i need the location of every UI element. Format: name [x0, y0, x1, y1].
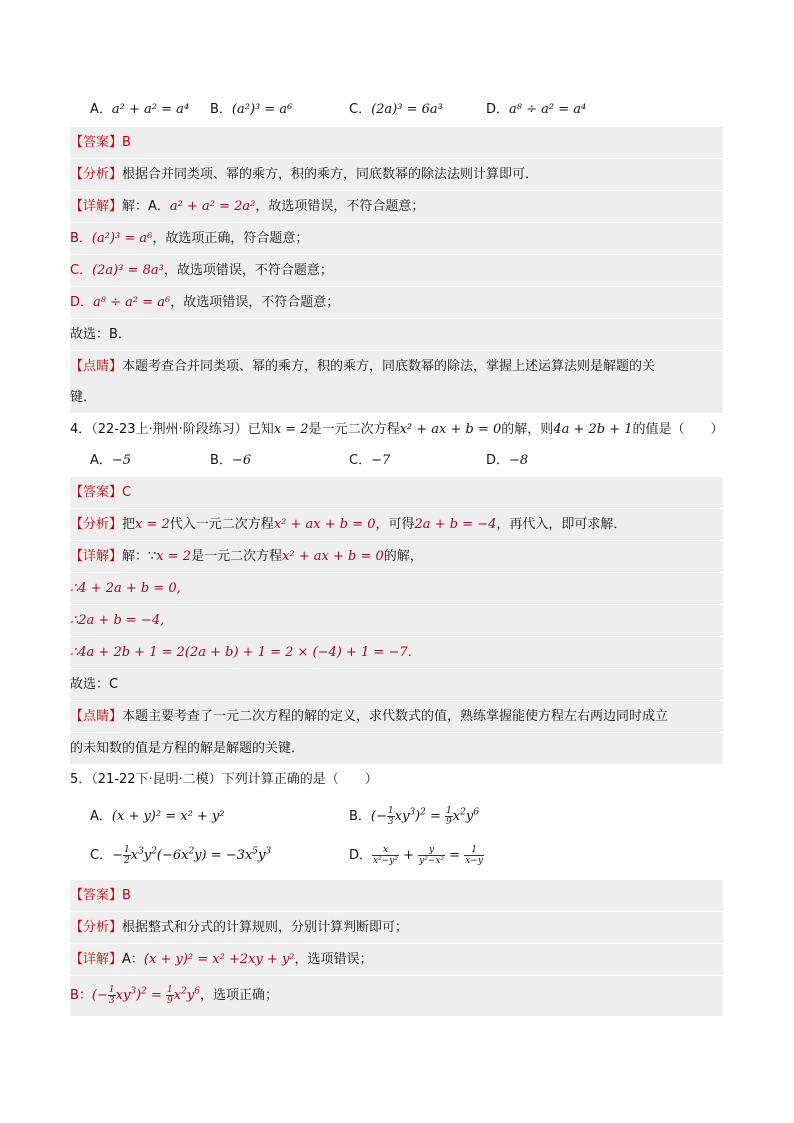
q4-comment-cont: 的未知数的值是方程的解是解题的关键．: [70, 733, 723, 764]
q5-options-row2: [70, 838, 723, 874]
q4-step2: ∴2a + b = −4,: [70, 605, 723, 636]
q4-step1: ∴4 + 2a + b = 0,: [70, 573, 723, 604]
q3-options: [70, 94, 723, 125]
q5-detail-b: B：(− $\frac{1}{3}$ $xy^3)^2$ = $\frac{1}{9}$ $x^2y^6$，选项正确；: [70, 976, 723, 1016]
q4-choose: 故选：C: [70, 669, 723, 700]
q5-detail-a: 【详解】A：(x + y)² = x² +2xy + y²，选项错误；: [70, 944, 723, 975]
q5-option-c: C．− $\frac{1}{2}$ $x^3y^2(-6x^2y) = -3x^5y^3$: [90, 845, 272, 866]
q3-choose: 故选：B．: [70, 319, 723, 350]
q3-detail-d: D．a⁸ ÷ a² = a⁶，故选项错误，不符合题意；: [70, 287, 723, 318]
q4-comment: 【点睛】本题主要考查了一元二次方程的解的定义，求代数式的值，熟练掌握能使方程左右两边同时成立: [70, 701, 723, 732]
q5-option-a: A．(x + y)² = x² + y²: [90, 809, 225, 824]
q3-comment: 【点睛】本题考查合并同类项、幂的乘方，积的乘方，同底数幂的除法，掌握上述运算法则是解题的关: [70, 351, 723, 382]
q4-detail: 【详解】解：∵x = 2是一元二次方程x² + ax + b = 0的解，: [70, 541, 723, 572]
q3-detail-a: 【详解】解：A．a² + a² = 2a²，故选项错误，不符合题意；: [70, 191, 723, 222]
q5-options-row1: [70, 800, 723, 834]
q5-option-d: D． $\frac{x}{\text{x²−y²}}$ + $\frac{y}{\text{y²−x²}}$ = $\frac{1}{x-y}$: [349, 845, 483, 866]
q5-stem: 5．（21-22下·昆明·二模）下列计算正确的是（ ）: [70, 772, 378, 787]
q4-answer: 【答案】C: [70, 477, 723, 508]
q5-answer: 【答案】B: [70, 880, 723, 911]
q3-analysis: 【分析】根据合并同类项、幂的乘方，积的乘方，同底数幂的除法法则计算即可．: [70, 159, 723, 190]
q4-options: [70, 445, 723, 476]
q5-analysis: 【分析】根据整式和分式的计算规则，分别计算判断即可；: [70, 912, 723, 943]
q3-answer: 【答案】B: [70, 127, 723, 158]
q3-detail-b: B．(a²)³ = a⁶，故选项正确，符合题意；: [70, 223, 723, 254]
q4-option-a: A．−5: [90, 453, 132, 468]
q4-option-b: B．−6: [210, 453, 252, 468]
q3-option-a: A．a² + a² = a⁴: [90, 102, 190, 117]
q3-option-b: B．(a²)³ = a⁶: [210, 102, 293, 117]
q3-option-c: C．(2a)³ = 6a³: [349, 102, 443, 117]
q5-option-b: B．(− $\frac{1}{3}$ $xy^3)^2$ = $\frac{1}{9}$ $x^2y^6$: [349, 806, 479, 827]
q3-comment-cont: 键．: [70, 382, 723, 413]
q4-stem: 4．（22-23上·荆州·阶段练习）已知x = 2是一元二次方程x² + ax + b = 0的解，则4a + 2b + 1的值是（ ）: [70, 422, 724, 437]
q4-analysis: 【分析】把x = 2代入一元二次方程x² + ax + b = 0，可得2a + b = −4，再代入，即可求解．: [70, 509, 723, 540]
q4-option-d: D．−8: [486, 453, 529, 468]
q3-detail-c: C．(2a)³ = 8a³，故选项错误，不符合题意；: [70, 255, 723, 286]
q4-option-c: C．−7: [349, 453, 391, 468]
q4-step3: ∴4a + 2b + 1 = 2(2a + b) + 1 = 2 × (−4) + 1 = −7．: [70, 637, 723, 668]
q3-option-d: D．a⁸ ÷ a² = a⁴: [486, 102, 587, 117]
